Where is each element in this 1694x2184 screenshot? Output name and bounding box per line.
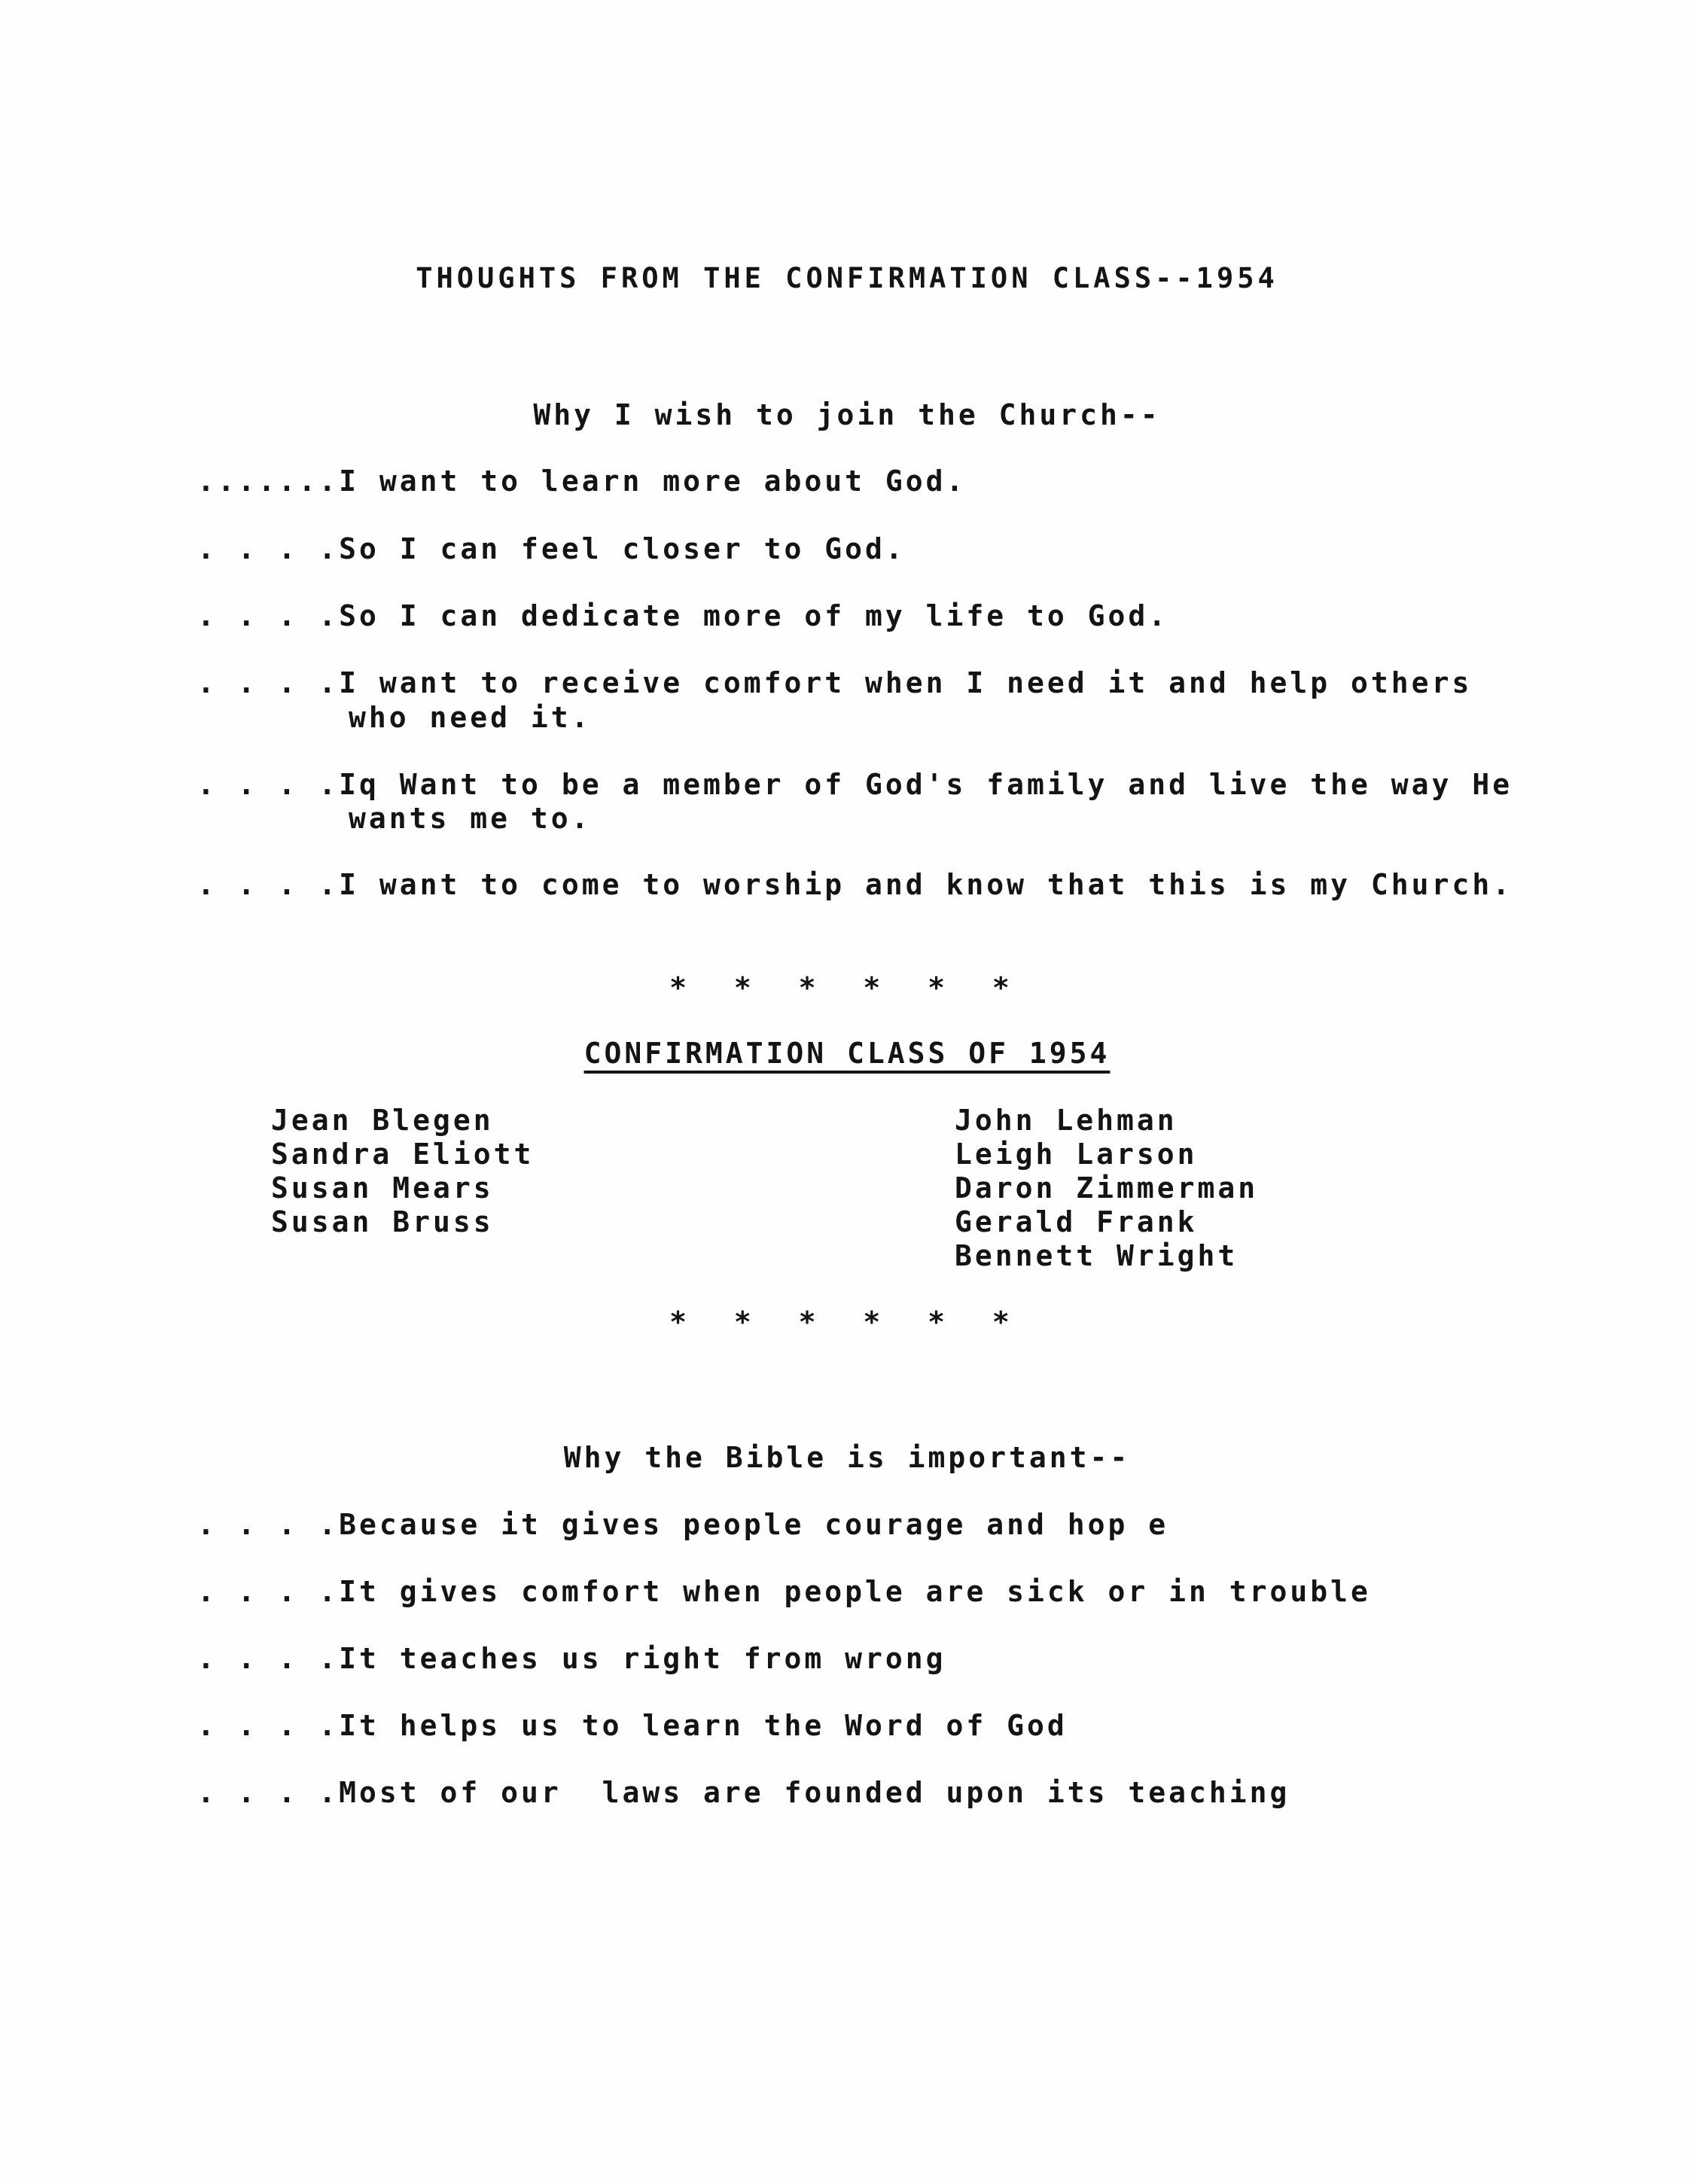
bible-heading: Why the Bible is important-- [563, 1441, 1131, 1474]
leader-dots: . . . . [197, 599, 340, 632]
bible-item [197, 1507, 1168, 1542]
join-item-continuation: wants me to. [349, 802, 592, 835]
join-item-text: I want to come to worship and know that this is my Church. [339, 868, 1513, 901]
leader-dots: . . . . [197, 1709, 340, 1742]
join-item-text: I want to receive comfort when I need it and help others [339, 666, 1473, 699]
join-item-text: So I can dedicate more of my life to God. [339, 599, 1169, 632]
class-member-name: Sandra Eliott [271, 1138, 535, 1171]
leader-dots: . . . . [197, 868, 340, 901]
join-item [197, 532, 906, 566]
join-item-text: So I can feel closer to God. [339, 532, 906, 565]
leader-dots: . . . . [197, 666, 340, 699]
join-item [197, 767, 1513, 802]
class-heading: CONFIRMATION CLASS OF 1954 [583, 1037, 1111, 1070]
class-member-name: Susan Bruss [271, 1205, 494, 1238]
join-item-text: Iq Want to be a member of God's family and live the way He [339, 768, 1513, 801]
class-member-name: Susan Mears [271, 1171, 494, 1205]
bible-item [197, 1574, 1371, 1609]
bible-item-text: Most of our laws are founded upon its teaching [339, 1776, 1290, 1809]
bible-item-text: Because it gives people courage and hop e [339, 1508, 1169, 1541]
class-member-name: Leigh Larson [955, 1138, 1198, 1171]
join-item [197, 599, 1168, 633]
separator-stars: * * * * * * [669, 971, 1025, 1004]
leader-dots: ....... [197, 465, 340, 498]
leader-dots: . . . . [197, 768, 340, 801]
leader-dots: . . . . [197, 532, 340, 565]
join-item-text: I want to learn more about God. [339, 465, 967, 498]
bible-item [197, 1775, 1290, 1810]
leader-dots: . . . . [197, 1642, 340, 1675]
class-member-name: Daron Zimmerman [955, 1171, 1259, 1205]
bible-item-text: It teaches us right from wrong [339, 1642, 946, 1675]
class-member-name: Bennett Wright [955, 1239, 1239, 1272]
join-heading: Why I wish to join the Church-- [533, 398, 1161, 431]
bible-item [197, 1708, 1068, 1743]
separator-stars: * * * * * * [669, 1305, 1025, 1339]
join-item [197, 666, 1472, 700]
leader-dots: . . . . [197, 1508, 340, 1541]
document-title: THOUGHTS FROM THE CONFIRMATION CLASS--1954 [416, 262, 1278, 294]
join-item [197, 464, 966, 498]
join-item-continuation: who need it. [349, 701, 592, 734]
leader-dots: . . . . [197, 1776, 340, 1809]
class-member-name: John Lehman [955, 1104, 1178, 1137]
join-item [197, 867, 1513, 902]
bible-item [197, 1641, 946, 1676]
leader-dots: . . . . [197, 1575, 340, 1608]
bible-item-text: It gives comfort when people are sick or in trouble [339, 1575, 1371, 1608]
bible-item-text: It helps us to learn the Word of God [339, 1709, 1068, 1742]
class-member-name: Jean Blegen [271, 1104, 494, 1137]
class-member-name: Gerald Frank [955, 1205, 1198, 1238]
